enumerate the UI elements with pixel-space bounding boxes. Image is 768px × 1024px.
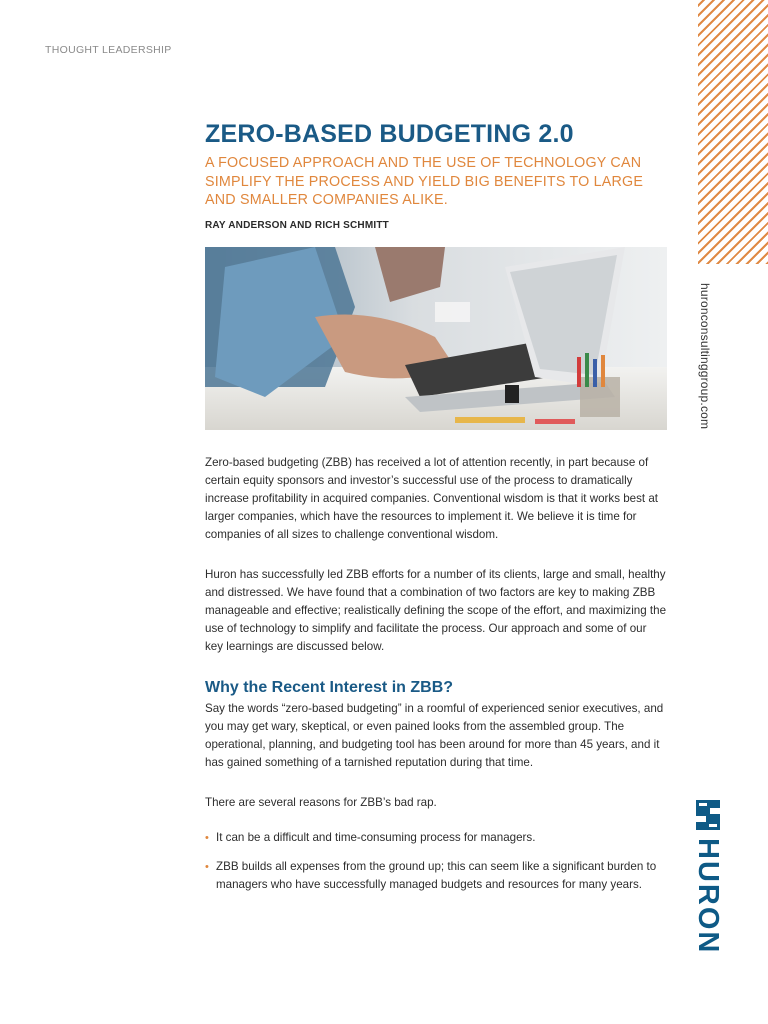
list-item (205, 829, 667, 847)
list-item (205, 858, 667, 894)
section-paragraph: Say the words “zero-based budgeting” in a roomful of experienced senior executives, and you may get wary, skeptical, or even pained looks from the assembled group. The operational, planning, and budgeting tool has been around for more than 45 years, and it has gained something of a tarnished reputation during that time. (205, 701, 664, 769)
website-url[interactable]: huronconsultinggroup.com (698, 283, 712, 430)
list-item-text: It can be a difficult and time-consuming process for managers. (216, 830, 536, 844)
huron-mark-icon (693, 798, 723, 832)
category-label: THOUGHT LEADERSHIP (45, 44, 172, 56)
article-title: ZERO-BASED BUDGETING 2.0 (205, 120, 574, 148)
huron-wordmark: HURON (692, 838, 724, 955)
section-paragraph: There are several reasons for ZBB’s bad rap. (205, 795, 437, 809)
article-subtitle: A FOCUSED APPROACH AND THE USE OF TECHNOLOGY CAN SIMPLIFY THE PROCESS AND YIELD BIG BENEFITS TO LARGE AND SMALLER COMPANIES ALIKE. (205, 155, 644, 208)
bullet-icon: • (205, 860, 209, 873)
decorative-stripes (698, 0, 768, 264)
reasons-list (205, 829, 667, 894)
intro-paragraph: Zero-based budgeting (ZBB) has received a lot of attention recently, in part because of certain equity sponsors and investor’s successful use of the process to dramatically increase profitability in acquired companies. Conventional wisdom is that it works best at larger companies, which have the resources to implement it. We believe it is time for companies of all sizes to challenge conventional wisdom. (205, 455, 659, 541)
article-body (205, 118, 667, 905)
approach-paragraph: Huron has successfully led ZBB efforts for a number of its clients, large and small, healthy and distressed. We have found that a combination of two factors are key to making ZBB manageable and effective; realistically defining the scope of the effort, and maximizing the use of technology to simplify and facilitate the process. Our approach and some of our key learnings are discussed below. (205, 567, 667, 653)
section-heading: Why the Recent Interest in ZBB? (205, 678, 454, 696)
bullet-icon: • (205, 831, 209, 844)
laptop-photo (205, 247, 667, 430)
list-item-text: ZBB builds all expenses from the ground up; this can seem like a significant burden to managers who have successfully managed budgets and resources for many years. (216, 859, 657, 891)
huron-logo (690, 798, 730, 958)
article-authors: RAY ANDERSON AND RICH SCHMITT (205, 219, 389, 231)
